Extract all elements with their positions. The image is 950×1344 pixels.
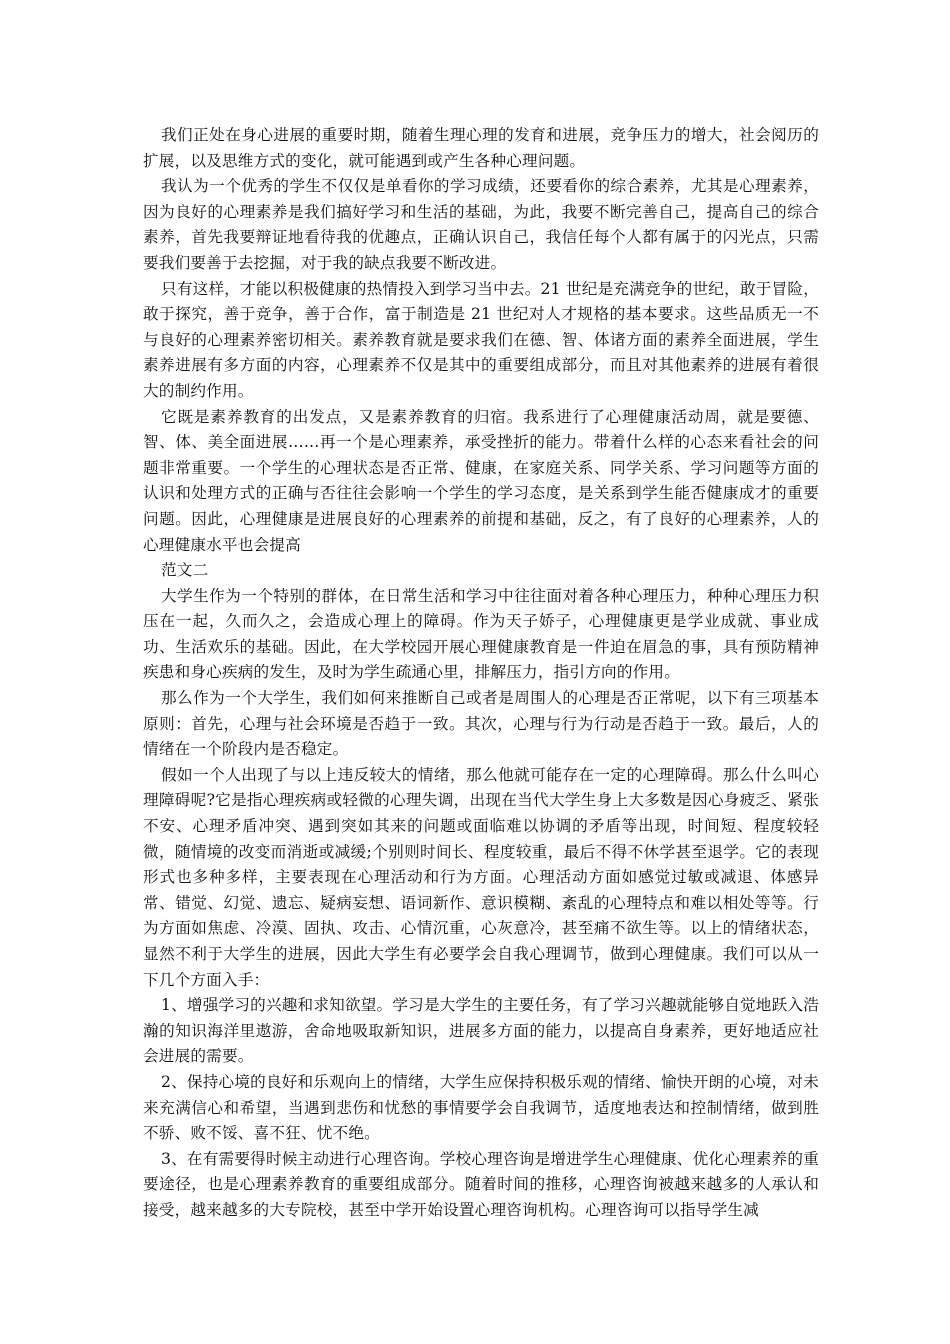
paragraph-6: 那么作为一个大学生，我们如何来推断自己或者是周围人的心理是否正常呢，以下有三项基本原则：首先，心理与社会环境是否趋于一致。其次，心理与行为行动是否趋于一致。最后，人的情绪在一个阶段内是否稳定。 <box>143 689 819 759</box>
paragraph-1: 我们正处在身心进展的重要时期，随着生理心理的发育和进展，竞争压力的增大，社会阅历的扩展，以及思维方式的变化，就可能遇到或产生各种心理问题。 <box>143 126 819 170</box>
paragraph-7: 假如一个人出现了与以上违反较大的情绪，那么他就可能存在一定的心理障碍。那么什么叫心理障碍呢?它是指心理疾病或轻微的心理失调，出现在当代大学生身上大多数是因心身疲乏、紧张不安、心理矛盾冲突、遇到突如其来的问题或面临难以协调的矛盾等出现，时间短、程度较轻微，随情境的改变而消逝或减缓;个别则时间长、程度较重，最后不得不休学甚至退学。它的表现形式也多种多样，主要表现在心理活动和行为方面。心理活动方面如感觉过敏或减退、体感异常、错觉、幻觉、遗忘、疑病妄想、语词新作、意识模糊、紊乱的心理特点和难以相处等等。行为方面如焦虑、冷漠、固执、攻击、心情沉重，心灰意冷，甚至痛不欲生等。以上的情绪状态，显然不利于大学生的进展，因此大学生有必要学会自我心理调节，做到心理健康。我们可以从一下几个方面入手： <box>143 765 819 989</box>
list-item-1: 1、增强学习的兴趣和求知欲望。学习是大学生的主要任务，有了学习兴趣就能够自觉地跃入浩瀚的知识海洋里遨游，舍命地吸取新知识，进展多方面的能力，以提高自身素养，更好地适应社会进展的需要。 <box>143 996 819 1066</box>
list-item-3: 3、在有需要得时候主动进行心理咨询。学校心理咨询是增进学生心理健康、优化心理素养的重要途径，也是心理素养教育的重要组成部分。随着时间的推移，心理咨询被越来越多的人承认和接受，越来越多的大专院校，甚至中学开始设置心理咨询机构。心理咨询可以指导学生减 <box>143 1149 819 1219</box>
list-item-2: 2、保持心境的良好和乐观向上的情绪，大学生应保持积极乐观的情绪、愉快开朗的心境，对未来充满信心和希望，当遇到悲伤和忧愁的事情要学会自我调节，适度地表达和控制情绪，做到胜不骄、败不馁、喜不狂、忧不绝。 <box>143 1072 819 1143</box>
section-title: 范文二 <box>161 561 209 580</box>
paragraph-2: 我认为一个优秀的学生不仅仅是单看你的学习成绩，还要看你的综合素养，尤其是心理素养，因为良好的心理素养是我们搞好学习和生活的基础，为此，我要不断完善自己，提高自己的综合素养，首先我要辩证地看待我的优趣点，正确认识自己，我信任每个人都有属于的闪光点，只需要我们要善于去挖掘，对于我的缺点我要不断改进。 <box>143 177 819 272</box>
paragraph-5: 大学生作为一个特别的群体，在日常生活和学习中往往面对着各种心理压力，种种心理压力积压在一起，久而久之，会造成心理上的障碍。作为天子娇子，心理健康更是学业成就、事业成功、生活欢乐的基础。因此，在大学校园开展心理健康教育是一件迫在眉急的事，具有预防精神疾患和身心疾病的发生，及时为学生疏通心里，排解压力，指引方向的作用。 <box>143 586 819 682</box>
document-body <box>143 123 819 1224</box>
paragraph-3: 只有这样，才能以积极健康的热情投入到学习当中去。21 世纪是充满竞争的世纪，敢于冒险，敢于探究，善于竞争，善于合作，富于制造是 21 世纪对人才规格的基本要求。这些品质无一不与良好的心理素养密切相关。素养教育就是要求我们在德、智、体诸方面的素养全面进展，学生素养进展有多方面的内容，心理素养不仅是其中的重要组成部分，而且对其他素养的进展有着很大的制约作用。 <box>143 279 819 400</box>
paragraph-4: 它既是素养教育的出发点，又是素养教育的归宿。我系进行了心理健康活动周，就是要德、智、体、美全面进展……再一个是心理素养，承受挫折的能力。带着什么样的心态来看社会的问题非常重要。一个学生的心理状态是否正常、健康，在家庭关系、同学关系、学习问题等方面的认识和处理方式的正确与否往往会影响一个学生的学习态度，是关系到学生能否健康成才的重要问题。因此，心理健康是进展良好的心理素养的前提和基础，反之，有了良好的心理素养，人的心理健康水平也会提高 <box>143 407 819 554</box>
